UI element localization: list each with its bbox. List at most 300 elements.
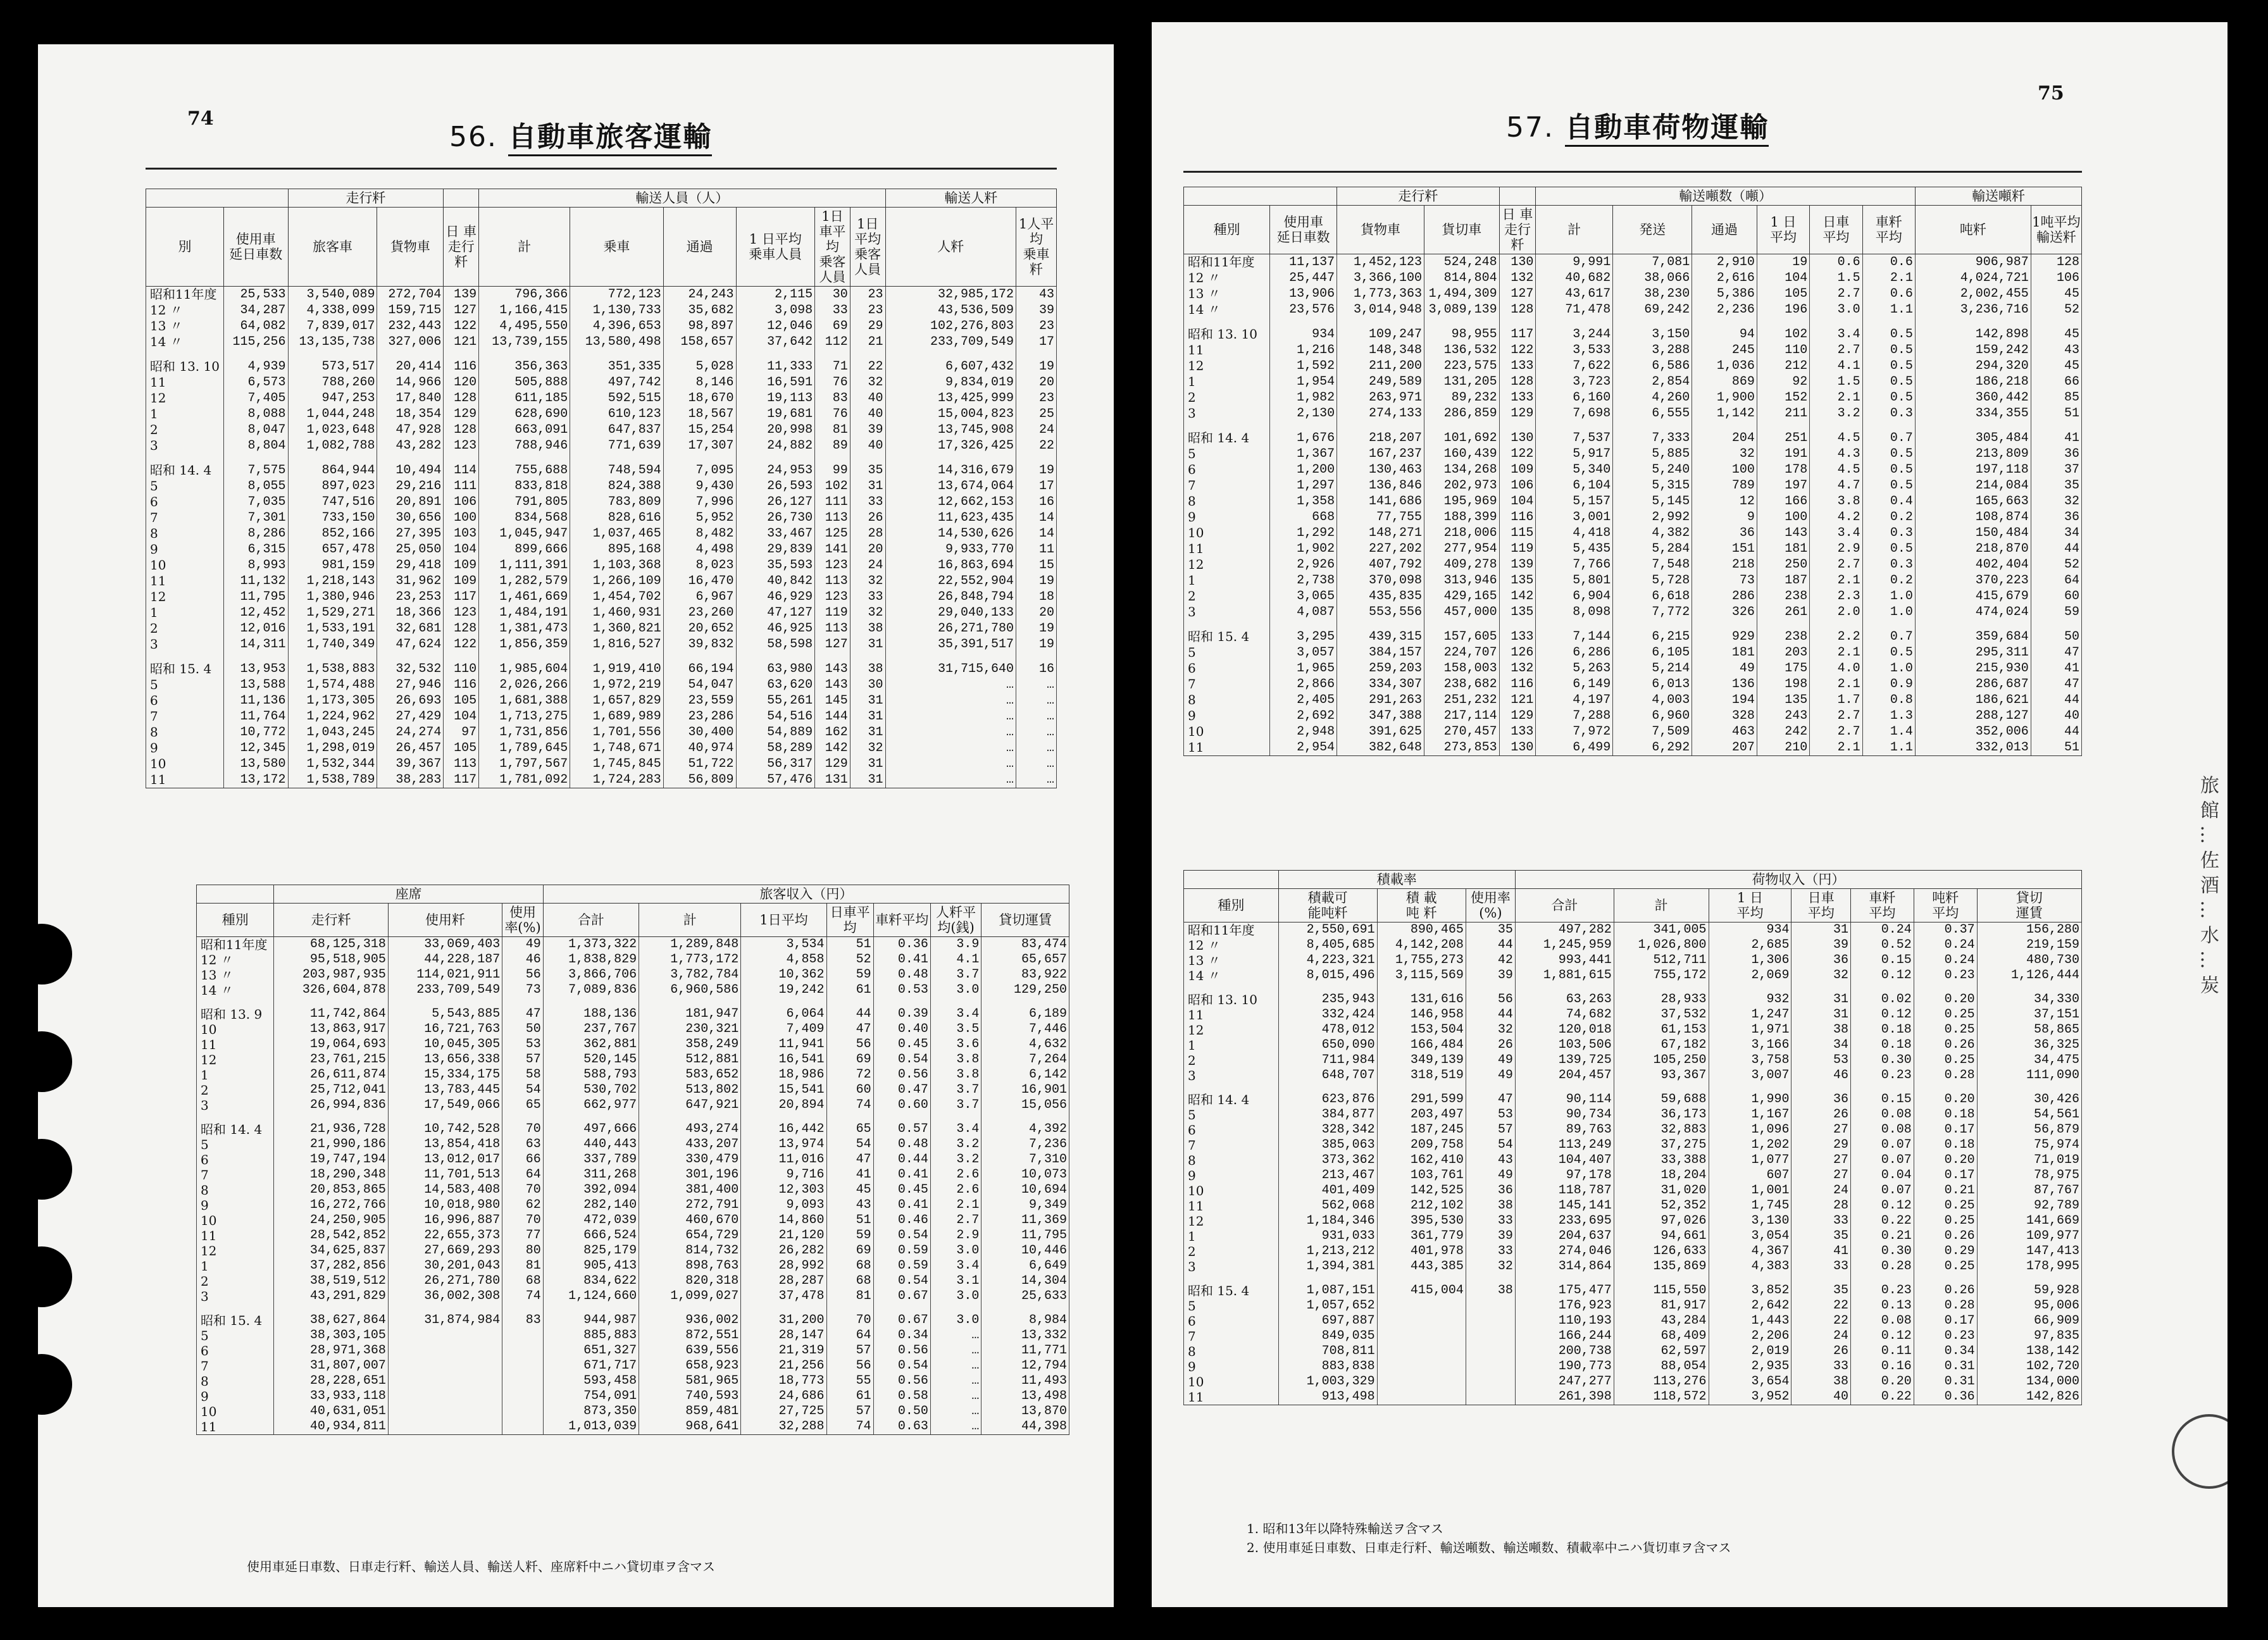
table-cell: 23,761,215: [274, 1052, 388, 1067]
column-header: 種別: [1184, 206, 1270, 254]
row-label: 10: [146, 557, 224, 573]
table-cell: 1,740,349: [288, 637, 377, 652]
table-cell: 391,625: [1337, 724, 1424, 740]
table-cell: [1757, 620, 1809, 629]
table-row: [146, 334, 1057, 350]
table-cell: 175,477: [1515, 1283, 1614, 1298]
table-row: [1184, 1183, 2082, 1198]
table-cell: 31,807,007: [274, 1358, 388, 1374]
table-cell: 28,542,852: [274, 1228, 388, 1243]
table-cell: 218,006: [1424, 525, 1499, 541]
table-cell: 33,467: [736, 526, 815, 542]
table-cell: 113: [815, 510, 850, 526]
row-label: 昭和 14. 4: [1184, 430, 1270, 446]
table-cell: 6,960,586: [639, 983, 741, 998]
table-cell: 15,056: [981, 1098, 1069, 1113]
row-label: 7: [1184, 1138, 1279, 1153]
table-cell: 755,172: [1614, 968, 1709, 983]
table-cell: 16,591: [736, 375, 815, 390]
row-label: 10: [1184, 1183, 1279, 1198]
table-cell: 2,854: [1613, 374, 1692, 390]
column-header: 走行粁: [274, 904, 388, 937]
row-label: 13 〃: [197, 967, 274, 983]
table-cell: 2,019: [1709, 1344, 1791, 1359]
table-cell: 36: [2031, 446, 2081, 462]
row-label: 6: [1184, 1314, 1279, 1329]
table-cell: 39: [1791, 938, 1851, 953]
table-cell: [388, 998, 502, 1007]
table-cell: 2.1: [930, 1198, 981, 1213]
seal-mark: [2172, 1414, 2228, 1489]
table-row: [1184, 390, 2082, 406]
table-cell: 5,952: [663, 510, 736, 526]
row-label: 10: [197, 1213, 274, 1228]
table-cell: 70: [502, 1183, 543, 1198]
table-cell: [639, 1304, 741, 1313]
row-label: 7: [197, 1167, 274, 1183]
table-cell: [1466, 1389, 1515, 1405]
table-row: [1184, 358, 2082, 374]
table-cell: 22,552,904: [885, 573, 1016, 589]
table-cell: 0.12: [1851, 968, 1914, 983]
row-label: [1184, 1083, 1279, 1092]
table-cell: 0.13: [1851, 1298, 1914, 1314]
table-cell: 204: [1692, 430, 1757, 446]
table-cell: 1,781,092: [479, 772, 570, 788]
table-cell: 196: [1757, 302, 1809, 318]
table-row: [146, 621, 1057, 637]
table-cell: 1.7: [1810, 692, 1862, 708]
table-cell: 101,692: [1424, 430, 1499, 446]
table-cell: 46: [502, 952, 543, 967]
table-cell: 43: [1466, 1153, 1515, 1168]
table-cell: 2.1: [1862, 270, 1915, 286]
table-cell: 57: [826, 1343, 873, 1358]
table-cell: 21,120: [741, 1228, 826, 1243]
table-row: [1184, 302, 2082, 318]
column-header: 別: [146, 208, 224, 287]
table-cell: 11,764: [223, 709, 288, 724]
table-cell: 1,306: [1709, 953, 1791, 968]
table-cell: 1,213,212: [1278, 1244, 1377, 1259]
table-cell: 288,127: [1915, 708, 2031, 724]
table-cell: 1,282,579: [479, 573, 570, 589]
table-cell: 97,026: [1614, 1214, 1709, 1229]
row-label: 6: [146, 693, 224, 709]
table-cell: 1,452,123: [1337, 254, 1424, 271]
table-cell: 63: [502, 1137, 543, 1152]
table-cell: 913,498: [1278, 1389, 1377, 1405]
table-cell: 218,870: [1915, 541, 2031, 557]
table-cell: 34,475: [1977, 1053, 2081, 1068]
table-cell: 733,150: [288, 510, 377, 526]
table-cell: 13,863,917: [274, 1022, 388, 1037]
table-cell: 64: [826, 1328, 873, 1343]
table-cell: 5,028: [663, 359, 736, 375]
table-cell: 1,394,381: [1278, 1259, 1377, 1274]
table-cell: …: [1016, 724, 1057, 740]
table-cell: [1791, 1274, 1851, 1283]
table-cell: 4,392: [981, 1122, 1069, 1137]
table-row: [1184, 462, 2082, 478]
table-cell: 373,362: [1278, 1153, 1377, 1168]
table-cell: 1.3: [1862, 708, 1915, 724]
row-label: [1184, 421, 1270, 430]
table-cell: 30: [850, 677, 885, 693]
table-cell: [741, 1113, 826, 1122]
table-row: [1184, 1314, 2082, 1329]
table-cell: 158,657: [663, 334, 736, 350]
table-cell: 789: [1692, 478, 1757, 494]
table-cell: 1,701,556: [570, 724, 664, 740]
table-cell: 32: [850, 605, 885, 621]
table-cell: [1377, 1298, 1466, 1314]
table-cell: 3.0: [930, 1243, 981, 1258]
table-cell: 44: [2031, 692, 2081, 708]
table-cell: 0.02: [1851, 992, 1914, 1007]
table-cell: [570, 454, 664, 463]
row-label: 12: [146, 589, 224, 605]
column-header: 人粁: [885, 208, 1016, 287]
table-cell: 126,633: [1614, 1244, 1709, 1259]
table-cell: 14,316,679: [885, 463, 1016, 478]
table-cell: 25,633: [981, 1289, 1069, 1304]
table-cell: 115,550: [1614, 1283, 1709, 1298]
table-cell: 1,484,191: [479, 605, 570, 621]
table-cell: 24,882: [736, 438, 815, 454]
table-row: [197, 1328, 1069, 1343]
table-cell: 272,704: [377, 287, 444, 303]
table-row: [1184, 938, 2082, 953]
table-cell: 129: [1499, 406, 1536, 421]
table-cell: 45: [2031, 358, 2081, 374]
table-cell: 223,575: [1424, 358, 1499, 374]
table-row: [1184, 1007, 2082, 1022]
table-cell: 62,597: [1614, 1344, 1709, 1359]
table-cell: 0.5: [1862, 541, 1915, 557]
table-cell: 711,984: [1278, 1053, 1377, 1068]
table-cell: 116: [1499, 509, 1536, 525]
table-cell: 4,087: [1270, 604, 1337, 620]
row-label: 12: [1184, 1214, 1279, 1229]
row-label: 2: [146, 621, 224, 637]
table-cell: 175: [1757, 661, 1809, 676]
table-cell: 50: [2031, 629, 2081, 645]
table-cell: [502, 1358, 543, 1374]
table-cell: 0.3: [1862, 557, 1915, 573]
table-cell: 1.5: [1810, 374, 1862, 390]
table-row: [1184, 676, 2082, 692]
table-cell: [543, 1304, 639, 1313]
table-cell: 2.7: [1810, 286, 1862, 302]
table-cell: 122: [1499, 342, 1536, 358]
table-cell: 9,834,019: [885, 375, 1016, 390]
table-cell: 238,682: [1424, 676, 1499, 692]
row-label: 6: [1184, 1122, 1279, 1138]
table-cell: 480,730: [1977, 953, 2081, 968]
table-cell: 114,021,911: [388, 967, 502, 983]
table-cell: 0.28: [1914, 1298, 1977, 1314]
table-cell: 906,987: [1915, 254, 2031, 271]
table-cell: 5,214: [1613, 661, 1692, 676]
table-cell: 13,656,338: [388, 1052, 502, 1067]
table-cell: 931,033: [1278, 1229, 1377, 1244]
table-cell: …: [930, 1404, 981, 1419]
table-cell: 10,694: [981, 1183, 1069, 1198]
table-cell: …: [885, 772, 1016, 788]
table-cell: 36: [1692, 525, 1757, 541]
table-cell: 0.07: [1851, 1153, 1914, 1168]
table-cell: 3.4: [930, 1122, 981, 1137]
table-cell: 69: [826, 1052, 873, 1067]
table-cell: 26,457: [377, 740, 444, 756]
table-row: [1184, 1214, 2082, 1229]
row-label: 6: [1184, 661, 1270, 676]
table-cell: 828,616: [570, 510, 664, 526]
table-cell: [1977, 1083, 2081, 1092]
row-label: 昭和 13. 10: [1184, 326, 1270, 342]
row-label: 昭和 15. 4: [197, 1313, 274, 1328]
table-cell: 47: [502, 1007, 543, 1022]
table-cell: 4,495,550: [479, 318, 570, 334]
table-cell: 0.2: [1862, 573, 1915, 588]
row-label: 11: [1184, 1198, 1279, 1214]
table-cell: [885, 454, 1016, 463]
table-cell: [1977, 983, 2081, 992]
table-cell: 11,136: [223, 693, 288, 709]
table-cell: 2,926: [1270, 557, 1337, 573]
table-cell: 26,611,874: [274, 1067, 388, 1083]
table-cell: 6,215: [1613, 629, 1692, 645]
row-label: 11: [1184, 541, 1270, 557]
table-cell: [930, 1113, 981, 1122]
table-cell: 2,236: [1692, 302, 1757, 318]
table-cell: 85: [2031, 390, 2081, 406]
table-row: [1184, 1374, 2082, 1389]
table-cell: 7,081: [1613, 254, 1692, 271]
table-cell: 103,506: [1515, 1038, 1614, 1053]
table-cell: 697,887: [1278, 1314, 1377, 1329]
table-row: [1184, 478, 2082, 494]
row-label: 10: [146, 756, 224, 772]
table-row: [1184, 1107, 2082, 1122]
row-label: [1184, 1274, 1279, 1283]
table-cell: 8,146: [663, 375, 736, 390]
table-cell: 0.53: [873, 983, 930, 998]
table-cell: 37,532: [1614, 1007, 1709, 1022]
table-cell: 59: [826, 967, 873, 983]
table-cell: 114: [444, 463, 479, 478]
table-cell: 583,652: [639, 1067, 741, 1083]
table-cell: 3.7: [930, 1083, 981, 1098]
table-cell: [570, 652, 664, 661]
table-cell: 6,555: [1613, 406, 1692, 421]
table-cell: 57: [826, 1404, 873, 1419]
table-cell: 143: [815, 677, 850, 693]
column-header: 使用率(%): [502, 904, 543, 937]
table-cell: 133: [1499, 629, 1536, 645]
table-cell: 31: [850, 724, 885, 740]
table-cell: 12,046: [736, 318, 815, 334]
table-cell: 273,853: [1424, 740, 1499, 756]
table-cell: 650,090: [1278, 1038, 1377, 1053]
table-cell: 7,288: [1536, 708, 1613, 724]
table-cell: 10,742,528: [388, 1122, 502, 1137]
table-cell: 788,260: [288, 375, 377, 390]
table-cell: 286: [1692, 588, 1757, 604]
table-cell: 134,268: [1424, 462, 1499, 478]
table-cell: 5,240: [1613, 462, 1692, 478]
table-row: [197, 1052, 1069, 1067]
table-cell: 1,954: [1270, 374, 1337, 390]
table-row: [146, 652, 1057, 661]
table-cell: [1270, 620, 1337, 629]
row-label: 13 〃: [1184, 953, 1279, 968]
table-cell: 1,289,848: [639, 937, 741, 953]
table-cell: [663, 454, 736, 463]
table-cell: 93,367: [1614, 1068, 1709, 1083]
rule: [1183, 171, 2082, 173]
table-cell: 38: [850, 621, 885, 637]
table-cell: 50: [502, 1022, 543, 1037]
table-cell: 8,286: [223, 526, 288, 542]
table-cell: 49: [1466, 1168, 1515, 1183]
table-cell: 3.4: [1810, 326, 1862, 342]
table-cell: 647,921: [639, 1098, 741, 1113]
row-label: 10: [197, 1022, 274, 1037]
table-cell: 7,264: [981, 1052, 1069, 1067]
table-cell: 141: [815, 542, 850, 557]
table-cell: 18,204: [1614, 1168, 1709, 1183]
table-cell: 31: [1791, 992, 1851, 1007]
table-cell: 24,953: [736, 463, 815, 478]
table-cell: 148,348: [1337, 342, 1424, 358]
table-cell: 251,232: [1424, 692, 1499, 708]
table-cell: 81,917: [1614, 1298, 1709, 1314]
table-cell: 235,943: [1278, 992, 1377, 1007]
table-cell: 139: [1499, 557, 1536, 573]
table-cell: 18,773: [741, 1374, 826, 1389]
table-cell: 13,953: [223, 661, 288, 677]
row-label: 昭和11年度: [197, 937, 274, 953]
table-cell: 32: [850, 740, 885, 756]
row-label: 1: [146, 605, 224, 621]
table-cell: 32: [1791, 968, 1851, 983]
table-row: [1184, 406, 2082, 421]
table-row: [1184, 1359, 2082, 1374]
table-cell: 22: [1791, 1314, 1851, 1329]
table-cell: 3.2: [930, 1137, 981, 1152]
table-cell: 19,242: [741, 983, 826, 998]
table-cell: 128: [1499, 374, 1536, 390]
table-cell: 51,722: [663, 756, 736, 772]
table-cell: [1614, 983, 1709, 992]
table-cell: 9,933,770: [885, 542, 1016, 557]
table-cell: 647,837: [570, 422, 664, 438]
table-cell: 0.15: [1851, 1092, 1914, 1107]
table-cell: 6,292: [1613, 740, 1692, 756]
table-row: [146, 589, 1057, 605]
table-cell: [1851, 983, 1914, 992]
table-cell: 0.46: [873, 1213, 930, 1228]
table-cell: 71: [815, 359, 850, 375]
table-cell: 127: [1499, 286, 1536, 302]
table-cell: 3,534: [741, 937, 826, 953]
table-cell: 2,685: [1709, 938, 1791, 953]
table-cell: [1862, 421, 1915, 430]
table-cell: 89,232: [1424, 390, 1499, 406]
table-cell: [1862, 318, 1915, 326]
row-label: 14 〃: [197, 983, 274, 998]
table-cell: 123: [444, 438, 479, 454]
table-cell: 439,315: [1337, 629, 1424, 645]
table-cell: 113: [815, 621, 850, 637]
table-cell: 103,761: [1377, 1168, 1466, 1183]
table-cell: 3,866,706: [543, 967, 639, 983]
table-cell: [502, 1389, 543, 1404]
table-cell: [274, 998, 388, 1007]
table-cell: 105: [444, 693, 479, 709]
table-cell: [1692, 421, 1757, 430]
table-cell: 0.5: [1862, 374, 1915, 390]
table-cell: 26,271,780: [388, 1274, 502, 1289]
table-cell: 106: [2031, 270, 2081, 286]
table-row: [1184, 661, 2082, 676]
table-cell: 274,133: [1337, 406, 1424, 421]
table-cell: [502, 1419, 543, 1435]
table-cell: 2.7: [1810, 708, 1862, 724]
table-cell: 1,532,344: [288, 756, 377, 772]
row-label: 13 〃: [146, 318, 224, 334]
table-cell: 33: [1466, 1244, 1515, 1259]
table-cell: [1915, 620, 2031, 629]
table-cell: 14: [1016, 526, 1057, 542]
table-cell: 37,275: [1614, 1138, 1709, 1153]
table-cell: 1,077: [1709, 1153, 1791, 1168]
table-cell: 2.1: [1810, 740, 1862, 756]
table-cell: 4.5: [1810, 430, 1862, 446]
table-cell: 16: [1016, 494, 1057, 510]
table-cell: [1377, 1329, 1466, 1344]
table-row: [1184, 326, 2082, 342]
table-cell: 0.08: [1851, 1122, 1914, 1138]
table-cell: 1,990: [1709, 1092, 1791, 1107]
table-cell: 34: [2031, 525, 2081, 541]
table-cell: 0.12: [1851, 1198, 1914, 1214]
table-cell: 1,124,660: [543, 1289, 639, 1304]
table-cell: 39,832: [663, 637, 736, 652]
table-cell: 6,160: [1536, 390, 1613, 406]
table-cell: 28: [850, 526, 885, 542]
row-label: 12: [1184, 557, 1270, 573]
table-cell: 497,742: [570, 375, 664, 390]
data-table: [196, 885, 1069, 1435]
row-label: 昭和 14. 4: [197, 1122, 274, 1137]
table-cell: 16,470: [663, 573, 736, 589]
table-cell: [570, 350, 664, 359]
table-cell: 929: [1692, 629, 1757, 645]
table-cell: [1614, 1083, 1709, 1092]
table-cell: 0.60: [873, 1098, 930, 1113]
rule: [146, 168, 1057, 170]
table-cell: 139,725: [1515, 1053, 1614, 1068]
table-cell: 190,773: [1515, 1359, 1614, 1374]
table-cell: 0.21: [1914, 1183, 1977, 1198]
table-row: [146, 454, 1057, 463]
table-cell: 73: [1692, 573, 1757, 588]
table-cell: 109,977: [1977, 1229, 2081, 1244]
table-cell: 53: [502, 1037, 543, 1052]
